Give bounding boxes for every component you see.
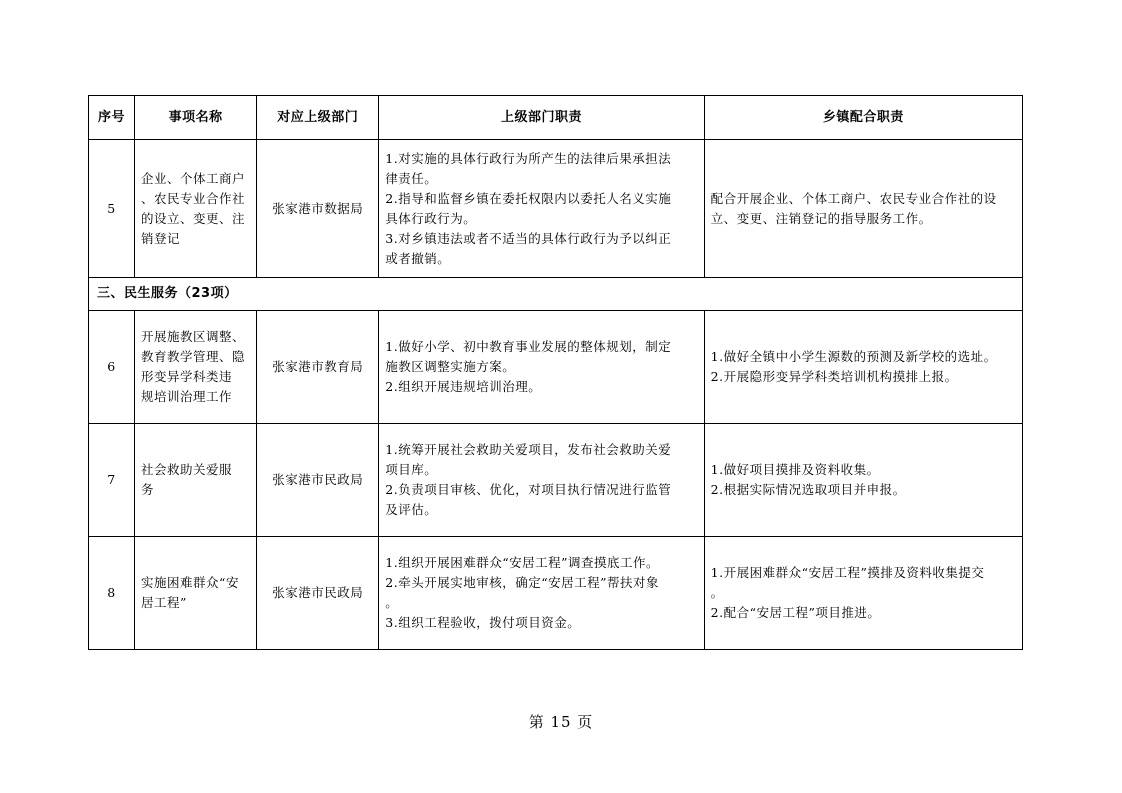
cell-no: 7 bbox=[89, 424, 135, 537]
cell-duty bbox=[379, 537, 704, 650]
cell-coop bbox=[704, 537, 1022, 650]
text-line: 企业、个体工商户 bbox=[141, 170, 246, 186]
text-line: 2.牵头开展实地审核，确定“安居工程”帮扶对象 bbox=[385, 575, 660, 590]
cell-dept: 张家港市民政局 bbox=[257, 424, 379, 537]
table-row bbox=[89, 140, 1023, 278]
text-line: 务 bbox=[141, 482, 155, 497]
table-row bbox=[89, 424, 1023, 537]
cell-coop bbox=[704, 140, 1022, 278]
cell-dept: 张家港市数据局 bbox=[257, 140, 379, 278]
text-line: 配合开展企业、个体工商户、农民专业合作社的设 bbox=[710, 190, 997, 206]
text-line: 3.组织工程验收，拨付项目资金。 bbox=[385, 615, 581, 630]
text-line: 的设立、变更、注 bbox=[141, 210, 246, 226]
table-row bbox=[89, 537, 1023, 650]
text-line: 实施困难群众“安 bbox=[141, 575, 239, 590]
text-line: 。 bbox=[385, 595, 399, 610]
cell-coop bbox=[704, 424, 1022, 537]
cell-name bbox=[135, 140, 257, 278]
text-line: 形变异学科类违 bbox=[141, 369, 233, 384]
text-line: 2.配合“安居工程”项目推进。 bbox=[710, 605, 881, 620]
cell-coop bbox=[704, 311, 1022, 424]
text-line: 规培训治理工作 bbox=[141, 389, 233, 404]
text-line: 2.指导和监督乡镇在委托权限内以委托人名义实施 bbox=[385, 190, 672, 206]
text-line: 销登记 bbox=[141, 230, 181, 246]
text-line: 。 bbox=[710, 585, 724, 600]
text-line: 律责任。 bbox=[385, 170, 438, 186]
text-line: 社会救助关爱服 bbox=[141, 462, 233, 477]
cell-duty bbox=[379, 140, 704, 278]
text-line: 1.开展困难群众“安居工程”摸排及资料收集提交 bbox=[710, 565, 985, 580]
text-line: 2.根据实际情况选取项目并申报。 bbox=[710, 482, 906, 497]
cell-duty bbox=[379, 311, 704, 424]
table-header-row bbox=[89, 96, 1023, 140]
text-line: 居工程” bbox=[141, 595, 187, 610]
cell-no: 6 bbox=[89, 311, 135, 424]
cell-no: 8 bbox=[89, 537, 135, 650]
text-line: 1.做好项目摸排及资料收集。 bbox=[710, 462, 880, 477]
cell-name bbox=[135, 311, 257, 424]
text-line: 或者撤销。 bbox=[385, 250, 451, 266]
cell-dept: 张家港市民政局 bbox=[257, 537, 379, 650]
text-line: 2.负责项目审核、优化，对项目执行情况进行监管 bbox=[385, 482, 672, 497]
text-line: 具体行政行为。 bbox=[385, 210, 477, 226]
text-line: 教育教学管理、隐 bbox=[141, 349, 246, 364]
text-line: 、农民专业合作社 bbox=[141, 190, 246, 206]
cell-no: 5 bbox=[89, 140, 135, 278]
text-line: 1.统筹开展社会救助关爱项目，发布社会救助关爱 bbox=[385, 442, 672, 457]
header-coop: 乡镇配合职责 bbox=[704, 96, 1022, 140]
cell-dept: 张家港市教育局 bbox=[257, 311, 379, 424]
text-line: 3.对乡镇违法或者不适当的具体行政行为予以纠正 bbox=[385, 230, 672, 246]
header-no: 序号 bbox=[89, 96, 135, 140]
cell-duty bbox=[379, 424, 704, 537]
text-line: 2.开展隐形变异学科类培训机构摸排上报。 bbox=[710, 369, 958, 384]
text-line: 项目库。 bbox=[385, 462, 438, 477]
text-line: 1.做好小学、初中教育事业发展的整体规划，制定 bbox=[385, 339, 672, 354]
text-line: 2.组织开展违规培训治理。 bbox=[385, 379, 542, 394]
text-line: 及评估。 bbox=[385, 502, 438, 517]
text-line: 开展施教区调整、 bbox=[141, 329, 246, 344]
header-name: 事项名称 bbox=[135, 96, 257, 140]
text-line: 1.做好全镇中小学生源数的预测及新学校的选址。 bbox=[710, 349, 997, 364]
page-number: 第 15 页 bbox=[528, 713, 594, 731]
text-line: 施教区调整实施方案。 bbox=[385, 359, 516, 374]
section-title: 三、民生服务（23项） bbox=[89, 278, 1023, 311]
section-row bbox=[89, 278, 1023, 311]
text-line: 1.组织开展困难群众“安居工程”调查摸底工作。 bbox=[385, 555, 660, 570]
responsibility-table bbox=[88, 95, 1023, 650]
cell-name bbox=[135, 537, 257, 650]
text-line: 1.对实施的具体行政行为所产生的法律后果承担法 bbox=[385, 150, 672, 166]
header-duty: 上级部门职责 bbox=[379, 96, 704, 140]
text-line: 立、变更、注销登记的指导服务工作。 bbox=[710, 210, 932, 226]
cell-name bbox=[135, 424, 257, 537]
header-dept: 对应上级部门 bbox=[257, 96, 379, 140]
table-row bbox=[89, 311, 1023, 424]
